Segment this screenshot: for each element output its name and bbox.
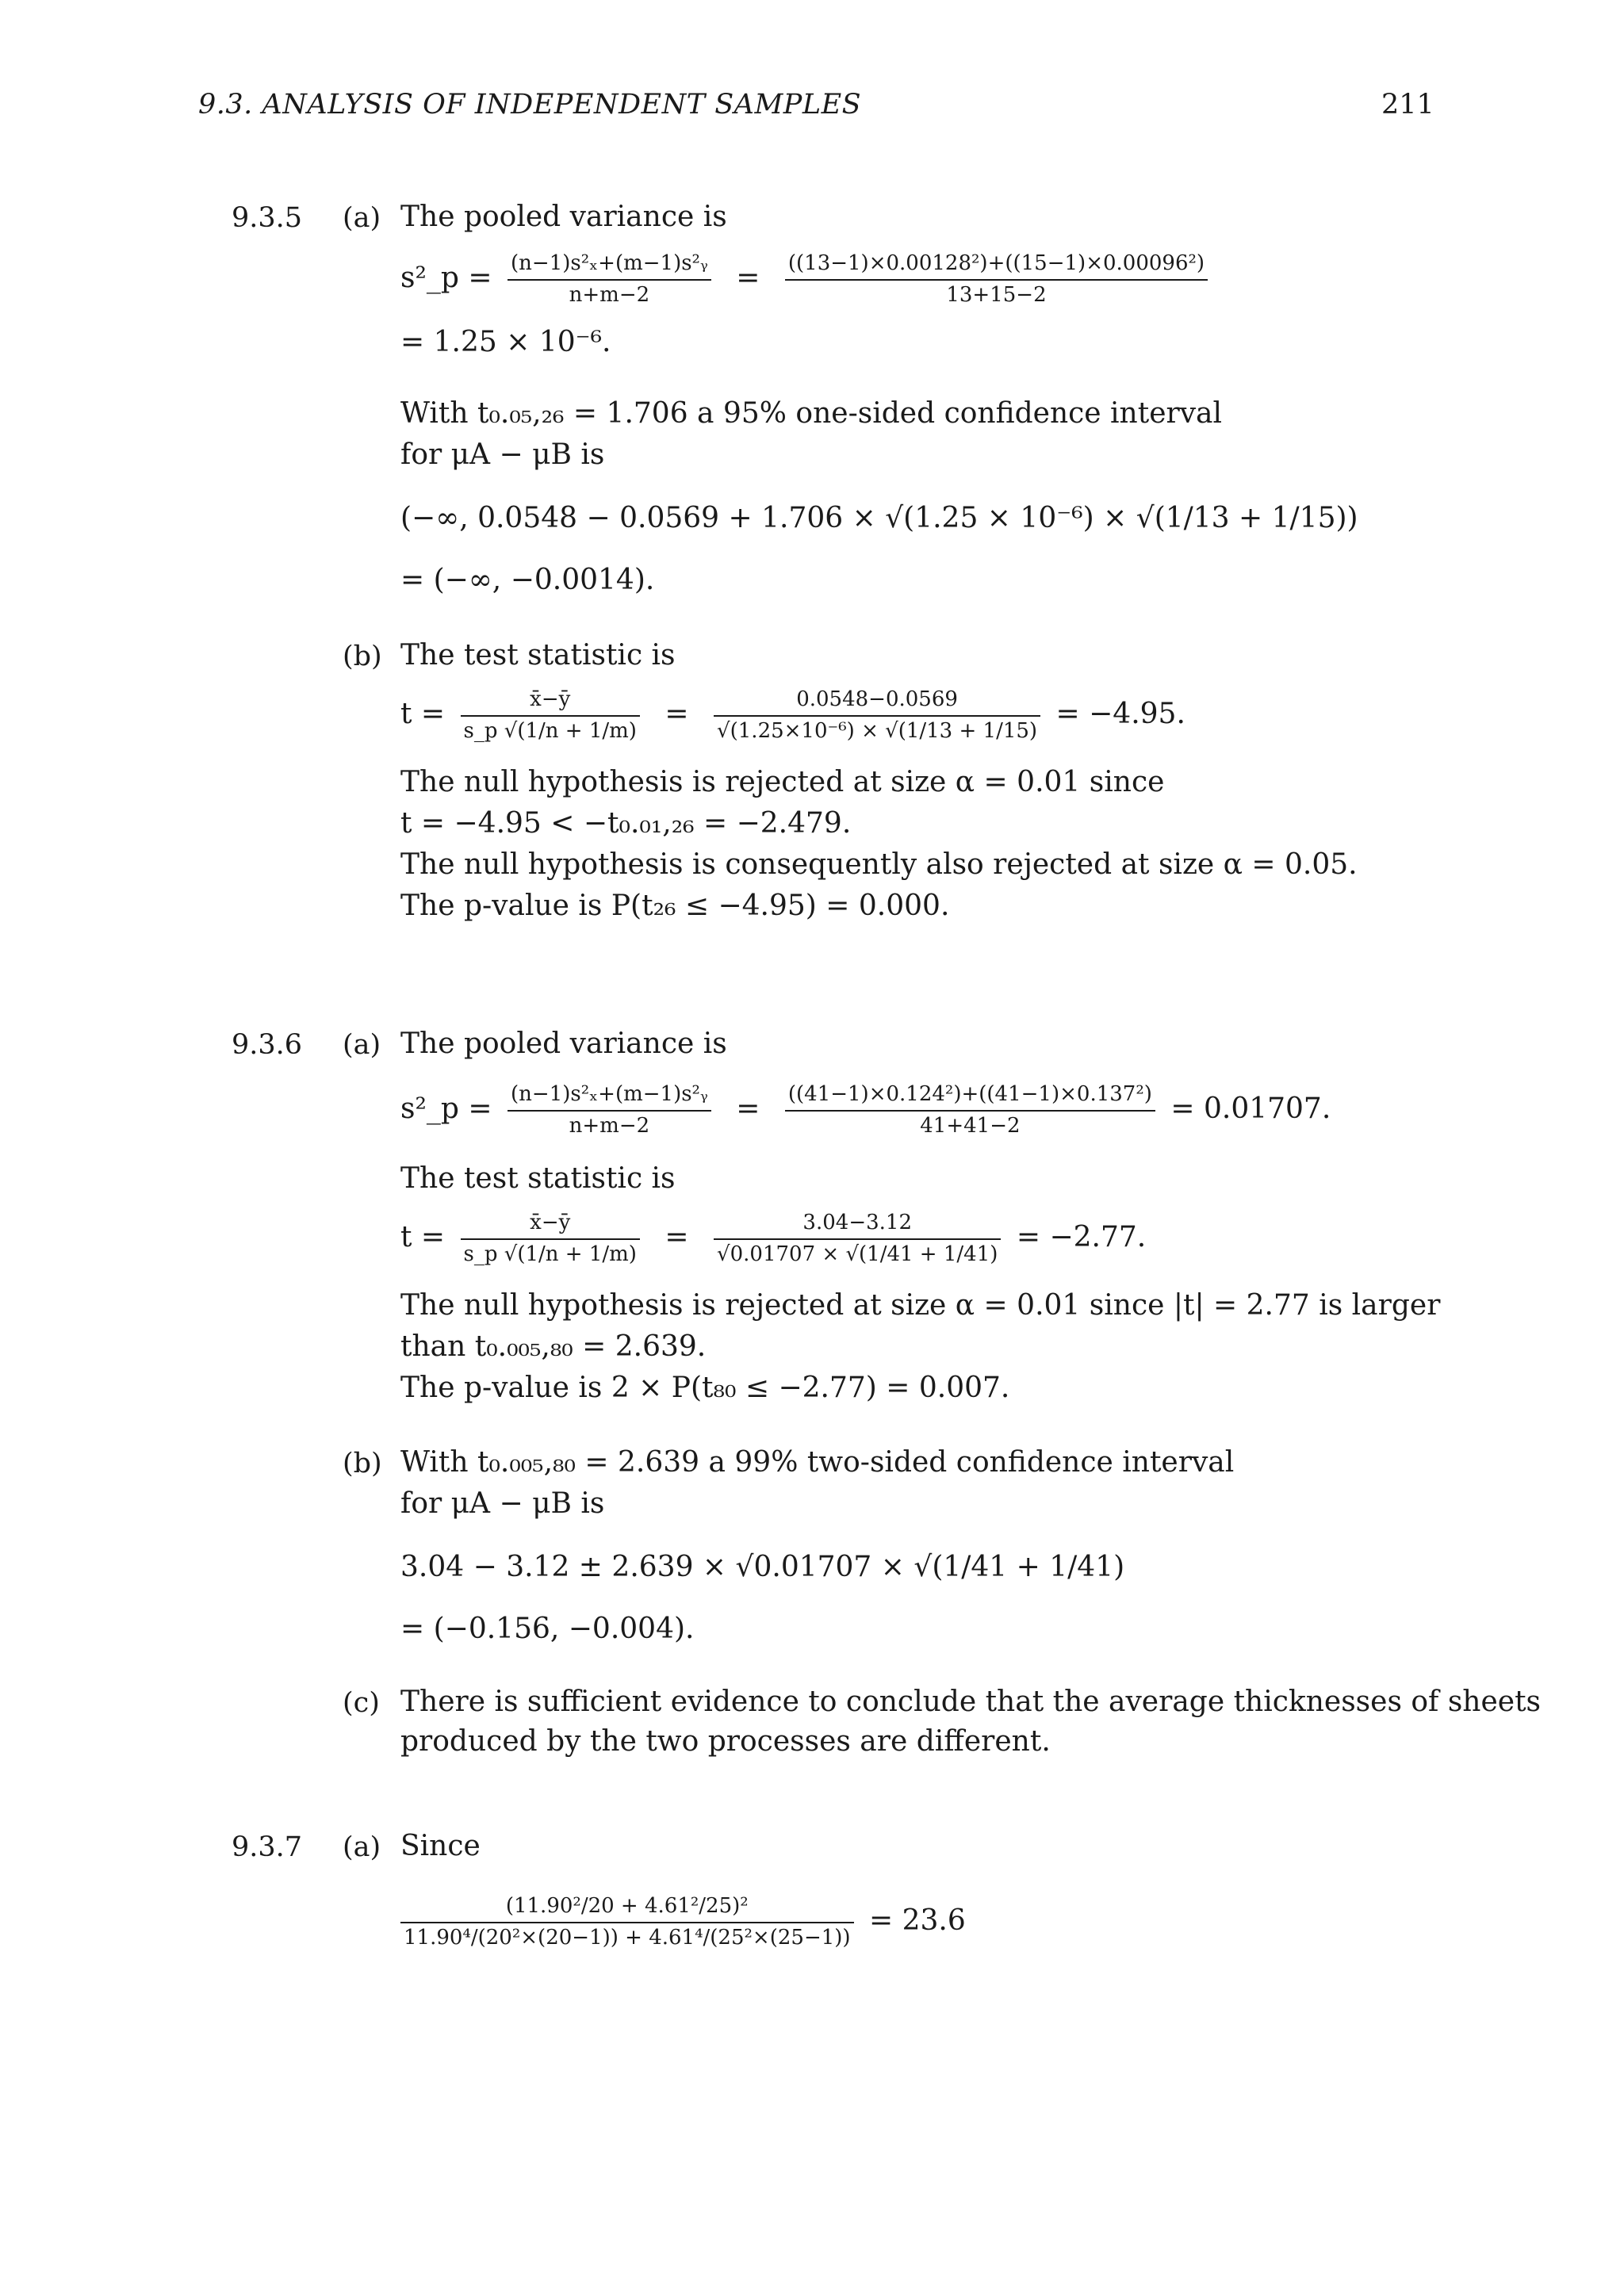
fraction-numerator: 3.04−3.12 [714, 1211, 1001, 1240]
text-line: than t₀.₀₀₅,₈₀ = 2.639. [400, 1330, 707, 1363]
values-fraction [785, 252, 1208, 308]
fraction-denominator: s_p √(1/n + 1/m) [463, 718, 637, 743]
ci-intro-line: With t₀.₀₅,₂₆ = 1.706 a 95% one-sided confidence interval [400, 397, 1223, 430]
values-fraction [714, 1211, 1001, 1267]
equation-result: = 23.6 [869, 1904, 966, 1937]
equation-result: = −2.77. [1016, 1220, 1147, 1253]
part-intro: The pooled variance is [400, 201, 727, 233]
fraction-numerator: (11.90²/20 + 4.61²/25)² [400, 1895, 854, 1923]
fraction-denominator: √0.01707 × √(1/41 + 1/41) [717, 1242, 998, 1266]
test-statistic-equation: t = $\frac{x̄-ȳ}{s\_p √(1/n + 1/m)}$ = $\frac{3.04-3.12}{√0.01707 \times √(1/41 + 1/41)}$ = −2.77. [400, 1211, 1147, 1266]
values-fraction [785, 1083, 1155, 1138]
formula-fraction [461, 688, 640, 744]
equation-lhs: s²_p = [400, 261, 492, 294]
fraction-denominator: n+m−2 [569, 282, 650, 307]
fraction-denominator: √(1.25×10⁻⁶) × √(1/13 + 1/15) [717, 718, 1038, 743]
equation-result: = 1.25 × 10⁻⁶. [400, 326, 611, 358]
equation-lhs: s²_p = [400, 1092, 492, 1125]
ci-result: = (−∞, −0.0014). [400, 564, 655, 596]
running-header: 9.3. ANALYSIS OF INDEPENDENT SAMPLES [198, 89, 862, 121]
part-label: (a) [343, 1831, 381, 1863]
equation-result: = −4.95. [1055, 697, 1185, 730]
part-intro: The pooled variance is [400, 1027, 727, 1060]
text-line: t = −4.95 < −t₀.₀₁,₂₆ = −2.479. [400, 807, 852, 840]
ci-expression: (−∞, 0.0548 − 0.0569 + 1.706 × √(1.25 × 10⁻⁶) × √(1/13 + 1/15)) [400, 502, 1358, 534]
problem-number: 9.3.6 [232, 1029, 303, 1061]
ci-result: = (−0.156, −0.004). [400, 1613, 695, 1645]
problem-number: 9.3.7 [232, 1831, 303, 1863]
formula-fraction [461, 1211, 640, 1267]
ci-intro-line: for μA − μB is [400, 438, 605, 471]
fraction-denominator: 13+15−2 [946, 282, 1047, 307]
ci-intro-line: for μA − μB is [400, 1487, 605, 1520]
fraction-numerator: 0.0548−0.0569 [714, 688, 1040, 717]
pooled-variance-equation: s²_p = $\frac{\text{(n−1)s²ₓ+(m−1)s²ᵧ}}{n+m-2}$ = $\frac{\text{((13−1)×0.00128²)+((15−1)×0.00096²)}}{13+15-2}$ [400, 252, 1214, 308]
equation-lhs: t = [400, 697, 446, 730]
part-label: (a) [343, 1029, 381, 1061]
fraction-numerator: x̄−ȳ [461, 1211, 640, 1240]
formula-fraction [508, 1083, 711, 1138]
part-intro: The test statistic is [400, 1162, 676, 1195]
page-number: 211 [1381, 89, 1434, 121]
df-fraction [400, 1895, 854, 1950]
test-statistic-equation: t = $\frac{x̄-ȳ}{s\_p √(1/n + 1/m)}$ = $\frac{0.0548-0.0569}{\text{√(1.25×10⁻⁶) × √(1/13 + 1/15)}}$ = −4.95. [400, 687, 1185, 743]
formula-fraction [508, 252, 711, 308]
fraction-numerator: x̄−ȳ [461, 688, 640, 717]
ci-expression: 3.04 − 3.12 ± 2.639 × √0.01707 × √(1/41 + 1/41) [400, 1551, 1125, 1583]
problem-number: 9.3.5 [232, 202, 303, 234]
part-label: (c) [343, 1687, 380, 1719]
fraction-denominator: s_p √(1/n + 1/m) [463, 1242, 637, 1266]
text-line: produced by the two processes are different. [400, 1725, 1051, 1758]
values-fraction [714, 688, 1040, 744]
text-line: The null hypothesis is consequently also rejected at size α = 0.05. [400, 848, 1358, 881]
part-label: (b) [343, 641, 382, 672]
text-line: The p-value is 2 × P(t₈₀ ≤ −2.77) = 0.007. [400, 1372, 1010, 1404]
text-line: The null hypothesis is rejected at size α = 0.01 since |t| = 2.77 is larger [400, 1289, 1441, 1322]
text-line: There is sufficient evidence to conclude that the average thicknesses of sheets [400, 1686, 1542, 1718]
fraction-numerator: (n−1)s²ₓ+(m−1)s²ᵧ [508, 1083, 711, 1112]
part-intro: Since [400, 1830, 481, 1862]
part-intro: The test statistic is [400, 639, 676, 672]
equation-result: = 0.01707. [1170, 1092, 1331, 1125]
fraction-numerator: (n−1)s²ₓ+(m−1)s²ᵧ [508, 252, 711, 281]
fraction-numerator: ((13−1)×0.00128²)+((15−1)×0.00096²) [785, 252, 1208, 281]
text-line: The null hypothesis is rejected at size α = 0.01 since [400, 766, 1165, 798]
fraction-denominator: 11.90⁴/(20²×(20−1)) + 4.61⁴/(25²×(25−1)) [404, 1925, 851, 1950]
fraction-numerator: ((41−1)×0.124²)+((41−1)×0.137²) [785, 1083, 1155, 1112]
ci-intro-line: With t₀.₀₀₅,₈₀ = 2.639 a 99% two-sided confidence interval [400, 1446, 1235, 1479]
fraction-denominator: 41+41−2 [920, 1113, 1021, 1138]
degrees-of-freedom-equation [400, 1895, 966, 1950]
equation-lhs: t = [400, 1220, 446, 1253]
part-label: (b) [343, 1448, 382, 1479]
text-line: The p-value is P(t₂₆ ≤ −4.95) = 0.000. [400, 890, 950, 922]
pooled-variance-equation: s²_p = $\frac{\text{(n−1)s²ₓ+(m−1)s²ᵧ}}{n+m-2}$ = $\frac{\text{((41−1)×0.124²)+((41−1)×0.137²)}}{41+41-2}$ = 0.01707. [400, 1082, 1331, 1138]
part-label: (a) [343, 202, 381, 234]
fraction-denominator: n+m−2 [569, 1113, 650, 1138]
